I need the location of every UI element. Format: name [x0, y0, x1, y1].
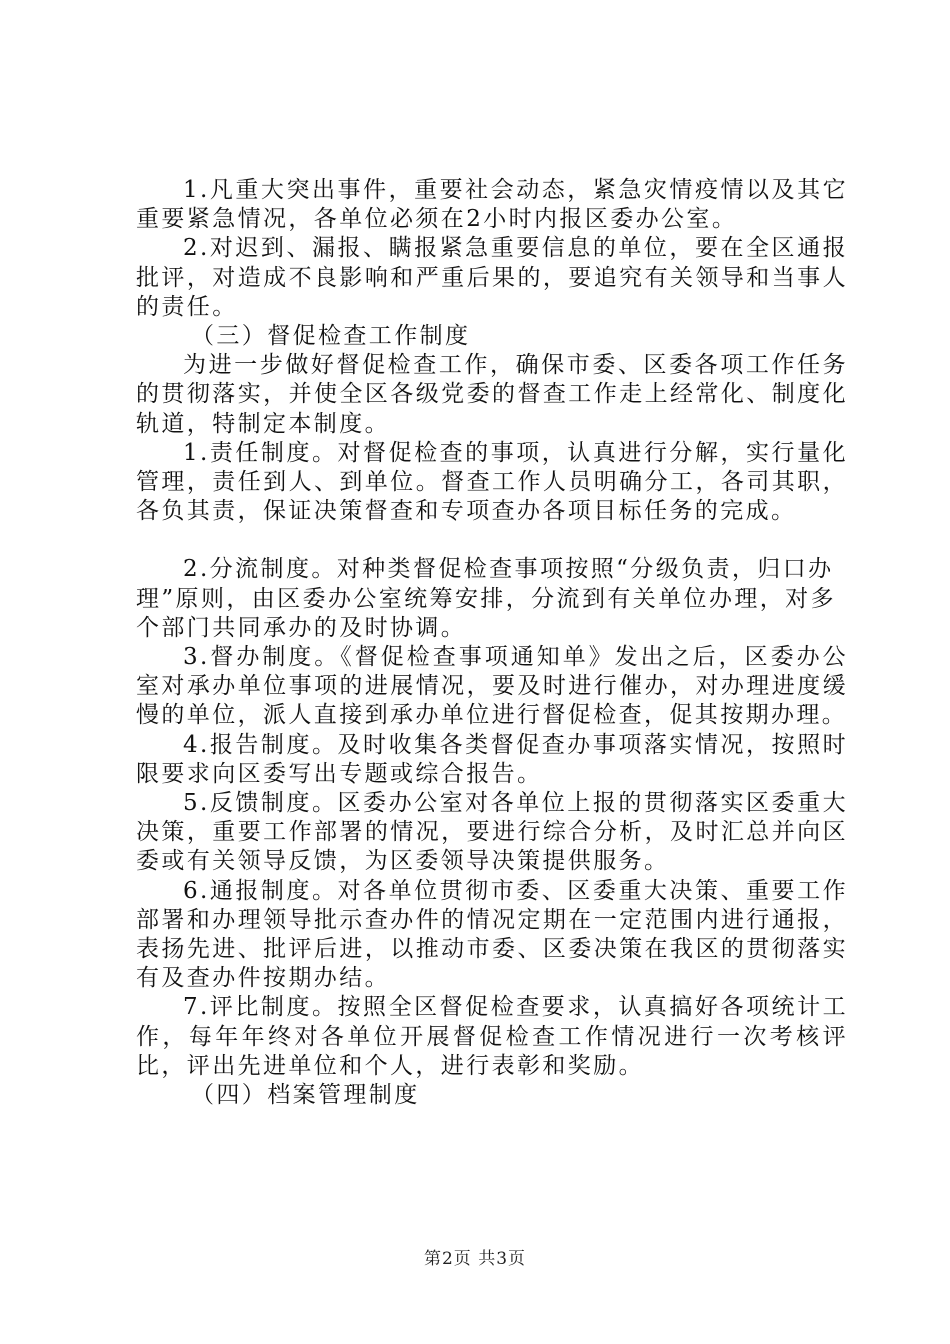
paragraph-notification-system: 6.通报制度。对各单位贯彻市委、区委重大决策、重要工作部署和办理领导批示查办件的情况定期在一定范围内进行通报，表扬先进、批评后进，以推动市委、区委决策在我区的贯彻落实有及查办件按期办结。	[136, 877, 848, 992]
page-footer: 第2页 共3页	[423, 1249, 527, 1269]
section-heading-supervision: （三）督促检查工作制度	[191, 323, 471, 350]
document-body	[136, 176, 848, 1110]
paragraph-urgent-report: 1.凡重大突出事件，重要社会动态，紧急灾情疫情以及其它重要紧急情况，各单位必须在2小时内报区委办公室。	[136, 177, 848, 233]
paragraph-evaluation-system: 7.评比制度。按照全区督促检查要求，认真搞好各项统计工作，每年年终对各单位开展督促检查工作情况进行一次考核评比，评出先进单位和个人，进行表彰和奖励。	[136, 994, 848, 1079]
section-heading-archives: （四）档案管理制度	[191, 1082, 420, 1109]
paragraph-supervision-intro: 为进一步做好督促检查工作，确保市委、区委各项工作任务的贯彻落实，并使全区各级党委的督查工作走上经常化、制度化轨道，特制定本制度。	[136, 352, 848, 437]
paragraph-feedback-system: 5.反馈制度。区委办公室对各单位上报的贯彻落实区委重大决策，重要工作部署的情况，要进行综合分析，及时汇总并向区委或有关领导反馈，为区委领导决策提供服务。	[136, 790, 848, 875]
paragraph-responsibility-system: 1.责任制度。对督促检查的事项，认真进行分解，实行量化管理，责任到人、到单位。督查工作人员明确分工，各司其职，各负其责，保证决策督查和专项查办各项目标任务的完成。	[136, 439, 848, 525]
paragraph-distribution-system: 2.分流制度。对种类督促检查事项按照“分级负责，归口办理”原则，由区委办公室统筹安排，分流到有关单位办理，对多个部门共同承办的及时协调。	[136, 556, 836, 641]
paragraph-report-system: 4.报告制度。及时收集各类督促查办事项落实情况，按照时限要求向区委写出专题或综合报告。	[136, 731, 848, 787]
paragraph-late-report: 2.对迟到、漏报、瞒报紧急重要信息的单位，要在全区通报批评，对造成不良影响和严重后果的，要追究有关领导和当事人的责任。	[136, 235, 848, 320]
paragraph-supervision-system: 3.督办制度。《督促检查事项通知单》发出之后，区委办公室对承办单位事项的进展情况，要及时进行催办，对办理进度缓慢的单位，派人直接到承办单位进行督促检查，促其按期办理。	[136, 644, 848, 729]
